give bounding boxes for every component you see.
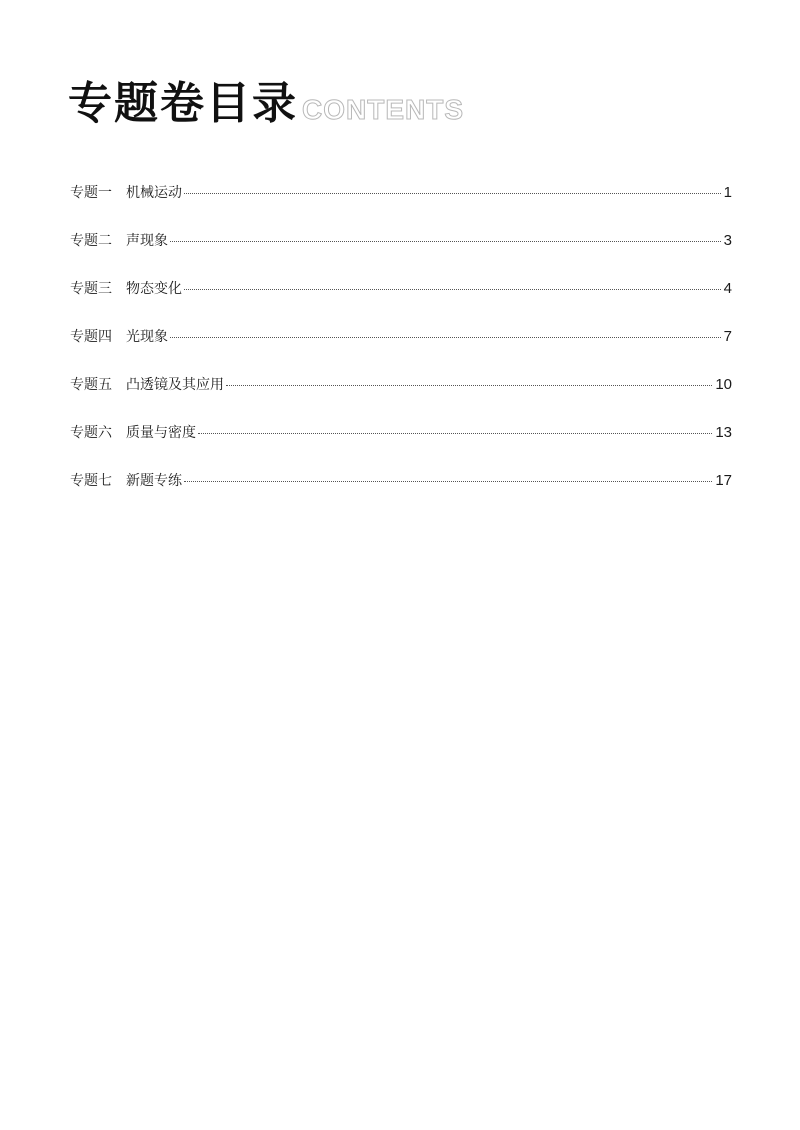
toc-entry[interactable] xyxy=(70,230,732,278)
toc-entry[interactable] xyxy=(70,470,732,518)
toc-entry[interactable] xyxy=(70,374,732,422)
toc-entry-title: 声现象 xyxy=(126,233,168,249)
toc-entry-label: 专题五 xyxy=(70,377,112,393)
dot-leader xyxy=(226,385,712,386)
toc-entry-label: 专题七 xyxy=(70,473,112,489)
toc-entry-label: 专题六 xyxy=(70,425,112,441)
toc-entry-label: 专题四 xyxy=(70,329,112,345)
toc-entry-title: 新题专练 xyxy=(126,473,182,489)
toc-entry-label: 专题一 xyxy=(70,185,112,201)
table-of-contents xyxy=(70,182,732,518)
toc-entry-label: 专题三 xyxy=(70,281,112,297)
toc-entry[interactable] xyxy=(70,182,732,230)
toc-entry[interactable] xyxy=(70,422,732,470)
dot-leader xyxy=(184,193,721,194)
dot-leader xyxy=(184,289,721,290)
toc-entry-title: 机械运动 xyxy=(126,185,182,201)
toc-entry-page: 10 xyxy=(715,376,732,393)
dot-leader xyxy=(184,481,712,482)
toc-entry-title: 凸透镜及其应用 xyxy=(126,377,224,393)
toc-entry[interactable] xyxy=(70,278,732,326)
toc-entry-title: 质量与密度 xyxy=(126,425,196,441)
page-title-english: CONTENTS xyxy=(302,94,464,125)
toc-entry-page: 1 xyxy=(723,184,732,201)
toc-entry-label: 专题二 xyxy=(70,233,112,249)
toc-entry-page: 13 xyxy=(715,424,732,441)
dot-leader xyxy=(170,337,721,338)
toc-entry-page: 3 xyxy=(723,232,732,249)
toc-entry-page: 17 xyxy=(715,472,732,489)
toc-entry-title: 物态变化 xyxy=(126,281,182,297)
toc-entry-title: 光现象 xyxy=(126,329,168,345)
toc-entry-page: 7 xyxy=(723,328,732,345)
toc-entry[interactable] xyxy=(70,326,732,374)
dot-leader xyxy=(198,433,712,434)
dot-leader xyxy=(170,241,721,242)
toc-entry-page: 4 xyxy=(723,280,732,297)
page-title: 专题卷目录 xyxy=(68,78,298,129)
page-header xyxy=(68,78,464,129)
